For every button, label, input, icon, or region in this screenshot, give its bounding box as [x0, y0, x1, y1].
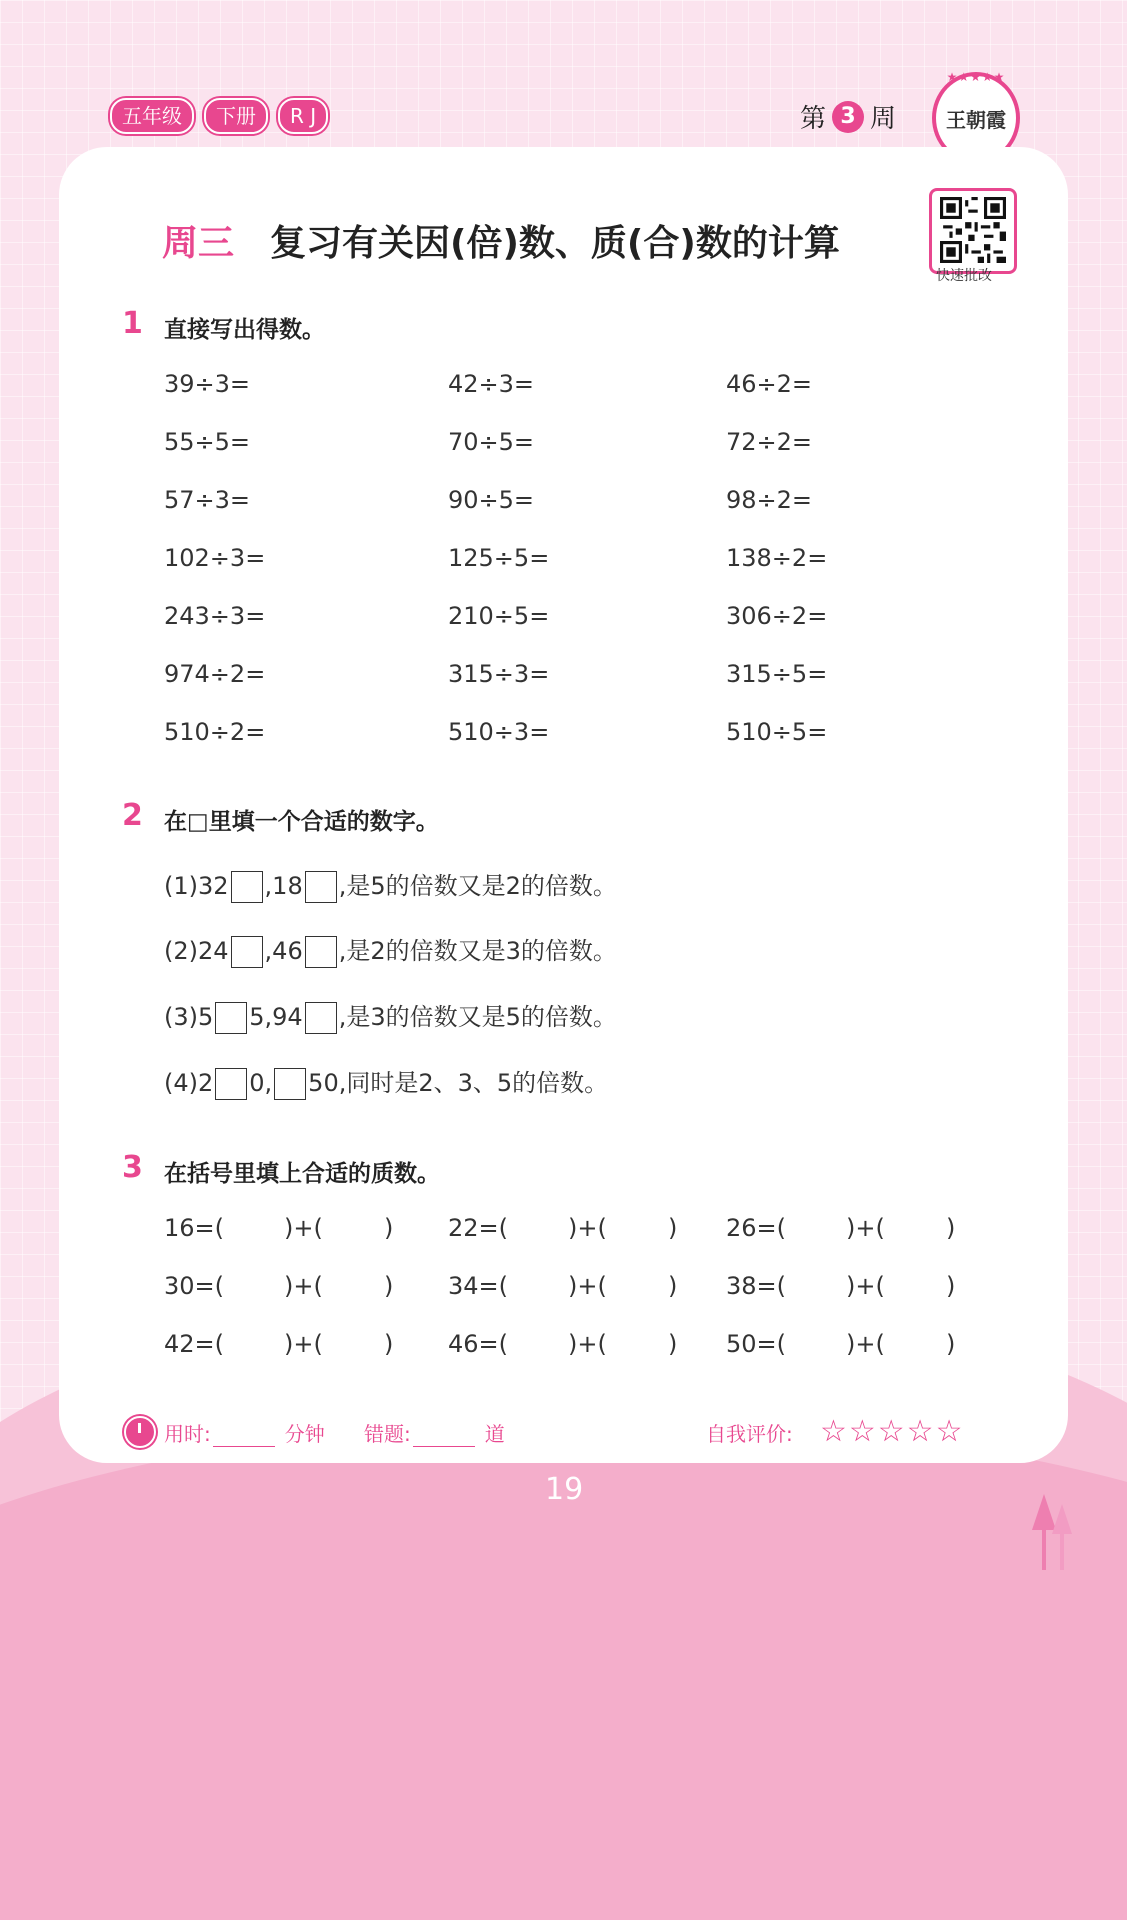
equation: 974÷2=: [164, 660, 266, 688]
equation: 510÷2=: [164, 718, 266, 746]
paren-close[interactable]: ): [946, 1330, 956, 1358]
equation: 72÷2=: [726, 428, 813, 456]
equation: 46÷2=: [726, 370, 813, 398]
digit-box[interactable]: [215, 1002, 247, 1034]
prime-equation: 34=(: [448, 1272, 509, 1300]
fill-text: ,是2的倍数又是3的倍数。: [338, 937, 617, 965]
time-input-line[interactable]: [213, 1426, 275, 1447]
paren-close[interactable]: ): [946, 1214, 956, 1242]
prime-equation: 22=(: [448, 1214, 509, 1242]
equation: 210÷5=: [448, 602, 550, 630]
fill-text: (1)32: [164, 872, 229, 900]
fill-item: [164, 866, 617, 903]
crown-icon: ★★★★★: [946, 70, 1006, 84]
edition-tag: R J: [278, 98, 328, 134]
arrow-up-icon: [1030, 1490, 1080, 1570]
volume-tag: 下册: [204, 98, 268, 134]
section-3-title: 在括号里填上合适的质数。: [164, 1161, 440, 1187]
paren-mid[interactable]: )+(: [846, 1330, 885, 1358]
section-3-number: 3: [122, 1150, 143, 1185]
digit-box[interactable]: [215, 1068, 247, 1100]
rating-label: 自我评价:: [706, 1422, 793, 1446]
week-indicator: [800, 98, 896, 135]
paren-close[interactable]: ): [668, 1214, 678, 1242]
week-suffix: 周: [870, 104, 897, 134]
equation: 510÷5=: [726, 718, 828, 746]
fill-text: 5,94: [249, 1003, 303, 1031]
fill-text: ,是5的倍数又是2的倍数。: [338, 872, 617, 900]
digit-box[interactable]: [231, 871, 263, 903]
equation: 306÷2=: [726, 602, 828, 630]
time-unit: 分钟: [284, 1422, 325, 1446]
fill-text: ,46: [264, 937, 303, 965]
rating-stars-icon[interactable]: ☆☆☆☆☆: [820, 1414, 965, 1449]
digit-box[interactable]: [305, 871, 337, 903]
fill-item: [164, 931, 617, 968]
qr-label: 快速批改: [936, 268, 992, 284]
prime-equation: 50=(: [726, 1330, 787, 1358]
equation: 57÷3=: [164, 486, 251, 514]
section-2-title: 在□里填一个合适的数字。: [164, 809, 439, 835]
errors-unit: 道: [484, 1422, 505, 1446]
prime-equation: 42=(: [164, 1330, 225, 1358]
page-title: [162, 215, 840, 266]
equation: 39÷3=: [164, 370, 251, 398]
paren-mid[interactable]: )+(: [846, 1214, 885, 1242]
paren-mid[interactable]: )+(: [284, 1214, 323, 1242]
time-spent: [164, 1418, 325, 1447]
equation: 510÷3=: [448, 718, 550, 746]
prime-equation: 30=(: [164, 1272, 225, 1300]
equation: 138÷2=: [726, 544, 828, 572]
paren-close[interactable]: ): [668, 1272, 678, 1300]
page-number: 19: [545, 1472, 584, 1507]
paren-mid[interactable]: )+(: [284, 1330, 323, 1358]
time-label: 用时:: [164, 1422, 211, 1446]
grade-tags: [110, 98, 328, 134]
fill-item: [164, 1063, 608, 1100]
equation: 90÷5=: [448, 486, 535, 514]
title-day: 周三: [162, 223, 235, 264]
prime-equation: 26=(: [726, 1214, 787, 1242]
equation: 98÷2=: [726, 486, 813, 514]
equation: 42÷3=: [448, 370, 535, 398]
title-text: 复习有关因(倍)数、质(合)数的计算: [270, 223, 840, 264]
fill-text: ,是3的倍数又是5的倍数。: [338, 1003, 617, 1031]
equation: 102÷3=: [164, 544, 266, 572]
paren-close[interactable]: ): [384, 1214, 394, 1242]
paren-mid[interactable]: )+(: [568, 1214, 607, 1242]
equation: 315÷3=: [448, 660, 550, 688]
digit-box[interactable]: [305, 1002, 337, 1034]
paren-mid[interactable]: )+(: [568, 1330, 607, 1358]
equation: 55÷5=: [164, 428, 251, 456]
fill-text: ,18: [264, 872, 303, 900]
digit-box[interactable]: [305, 936, 337, 968]
qr-code[interactable]: [929, 188, 1017, 274]
paren-close[interactable]: ): [384, 1330, 394, 1358]
paren-close[interactable]: ): [668, 1330, 678, 1358]
equation: 125÷5=: [448, 544, 550, 572]
logo-brand-text: 王朝霞: [946, 107, 1006, 132]
grade-tag: 五年级: [110, 98, 194, 134]
errors-label: 错题:: [364, 1422, 411, 1446]
digit-box[interactable]: [231, 936, 263, 968]
paren-close[interactable]: ): [384, 1272, 394, 1300]
stopwatch-icon: [124, 1416, 156, 1448]
equation: 70÷5=: [448, 428, 535, 456]
paren-mid[interactable]: )+(: [568, 1272, 607, 1300]
fill-text: 0,: [249, 1069, 273, 1097]
paren-mid[interactable]: )+(: [284, 1272, 323, 1300]
paren-mid[interactable]: )+(: [846, 1272, 885, 1300]
fill-item: [164, 997, 617, 1034]
prime-equation: 46=(: [448, 1330, 509, 1358]
errors-input-line[interactable]: [413, 1426, 475, 1447]
fill-text: (4)2: [164, 1069, 214, 1097]
week-prefix: 第: [800, 104, 827, 134]
prime-equation: 38=(: [726, 1272, 787, 1300]
equation: 315÷5=: [726, 660, 828, 688]
equation: 243÷3=: [164, 602, 266, 630]
section-2-number: 2: [122, 798, 143, 833]
section-1-number: 1: [122, 306, 143, 341]
paren-close[interactable]: ): [946, 1272, 956, 1300]
error-count: [364, 1418, 505, 1447]
digit-box[interactable]: [274, 1068, 306, 1100]
week-number: 3: [832, 101, 864, 133]
fill-text: (3)5: [164, 1003, 214, 1031]
fill-text: 50,同时是2、3、5的倍数。: [308, 1069, 609, 1097]
qr-code-icon: [940, 197, 1006, 263]
fill-text: (2)24: [164, 937, 229, 965]
prime-equation: 16=(: [164, 1214, 225, 1242]
section-1-title: 直接写出得数。: [164, 317, 325, 343]
